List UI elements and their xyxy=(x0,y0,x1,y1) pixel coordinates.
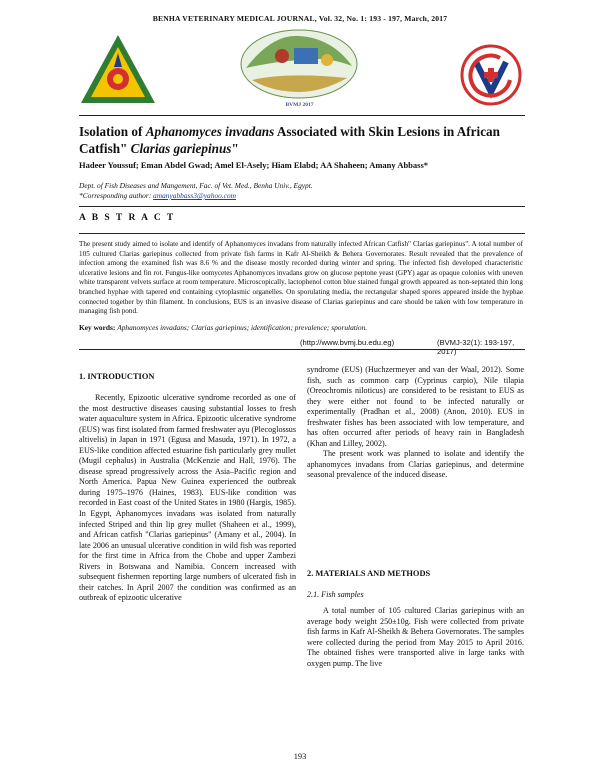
abstract-top-rule xyxy=(79,206,525,207)
title-text-1: Isolation of xyxy=(79,124,146,139)
intro-column-left xyxy=(79,393,296,604)
corresponding-author xyxy=(79,191,529,201)
intro-paragraph-2: The present work was planned to isolate and identify the aphanomyces invadans from Clarias gariepinus, and determine seasonal prevalence of the induced disease. xyxy=(307,449,524,480)
university-seal-icon xyxy=(79,33,157,105)
author-list: Hadeer Youssuf; Eman Abdel Gwad; Amel El-Asely; Hiam Elabd; AA Shaheen; Amany Abbass* xyxy=(79,160,429,170)
veterinary-emblem-icon xyxy=(460,44,522,106)
paper-title xyxy=(79,123,529,157)
title-text-2: Associated with Skin Lesions in African Catfish" xyxy=(79,124,500,156)
keywords xyxy=(79,323,523,332)
title-text-3: " xyxy=(231,141,239,156)
methods-column xyxy=(307,606,524,669)
journal-header: BENHA VETERINARY MEDICAL JOURNAL, Vol. 32, No. 1: 193 - 197, March, 2017 xyxy=(152,14,448,23)
department: Dept. of Fish Diseases and Mangement, Fac. of Vet. Med., Benha Univ., Egypt. xyxy=(79,181,313,190)
abstract-text: The present study aimed to isolate and identify of Aphanomyces invadans from naturally infected African Catfish" Clarias gariepinus". A total number of 105 cultured Clarias gariepinus collected from private fish farms in Kafr Al-Sheikh & Behera Governorates. Result revealed that the prevalence of infection among the examined fish was 8.6 % and the disease mostly recorded during winter and spring. The infected fish developed characteristic ulcerative lesions and fin rot. Fungus-like oomycetes Aphanomyces invadans grow on glucose peptone yeast (GPY) agar as opaque colonies with uneven white transparent velvets surface at room temperature. Microscopically, lactophenol cotton blue stained fungal growth appeared as non-septated thin long branched hyphae with tapered end containing cytoplasmic organelles. On sporulating media, the rectangular shaped spores appeared inside the hyphae connected together by thin filament. In conclusions, EUS is an invasive disease of Clarias gariepinus and care should be taken with low temperature in managing fish pond. xyxy=(79,240,523,316)
affiliation xyxy=(79,181,529,201)
journal-emblem-icon xyxy=(232,26,367,110)
keywords-text: Aphanomyces invadans; Clarias gariepinus; identification; prevalence; sporulation. xyxy=(117,323,368,332)
university-logo xyxy=(79,33,157,105)
author-email-link[interactable]: amanyabbass3@yahoo.com xyxy=(153,191,237,200)
title-species-2: Clarias gariepinus xyxy=(130,141,232,156)
url-citation-line xyxy=(300,338,525,356)
citation-text: (BVMJ-32(1): 193-197, 2017) xyxy=(437,338,515,356)
keywords-label: Key words: xyxy=(79,323,116,332)
corr-label: *Corresponding author: xyxy=(79,191,154,200)
intro-column-right xyxy=(307,365,524,481)
methods-heading: 2. MATERIALS AND METHODS xyxy=(307,569,431,578)
journal-url-link[interactable]: (http://www.bvmj.bu.edu.eg) xyxy=(300,338,395,347)
journal-logo-caption: BVMJ 2017 xyxy=(285,102,314,108)
abstract-inner-rule xyxy=(79,233,525,234)
fish-samples-subheading: 2.1. Fish samples xyxy=(307,590,364,599)
intro-paragraph-1: Recently, Epizootic ulcerative syndrome recorded as one of the most destructive diseases causing substantial losses to fresh water aquaculture system in Africa. Epizootic ulcerative syndrome (EUS) was first isolated from farmed freshwater ayu (Plecoglossus altivelis) in Japan in 1971 (Egusa and Masuda, 1971). In 1972, a EUS-like condition affected estuarine fish particularly grey mullet (Mugil cephalus) in Australia (McKenzie and Hall, 1976). The disease spread progressively across the Asia–Pacific region and North America. Papua New Guinea experienced the outbreak during 1975–1976 (Haines, 1983). EUS-like condition was recorded in East coast of the United States in 1980 (Hargis, 1985). In Egypt, Aphanomyces invadans was isolated from naturally infected Striped and thin lip grey mullet (Shaheen et al., 1999), and African catfish "Clarias gariepinus" (Amany et al., 2004). In late 2006 an unusual ulcerative condition in wild fish was reported for the first time in Africa from the Chobe and upper Zambezi Rivers in Botswana and Namibia. Concern increased with subsequent fishermen reporting large numbers of ulcerated fish in their catches. In April 2007 the condition was confirmed as an outbreak of epizootic ulcerative xyxy=(79,393,296,603)
faculty-logo xyxy=(460,44,522,106)
header-rule xyxy=(79,115,525,116)
page-number: 193 xyxy=(293,752,307,761)
title-species-1: Aphanomyces invadans xyxy=(145,124,275,139)
abstract-heading: A B S T R A C T xyxy=(79,213,176,223)
journal-logo xyxy=(232,26,367,110)
methods-paragraph-1: A total number of 105 cultured Clarias gariepinus with an average body weight 250±10g. Fish were collected from private fish farms in Kafr Al-Sheikh & Behera Governorates. The samples were collected during the period from May 2015 to April 2016. The obtained fishes were transported alive in large tanks with oxygen pump. The live xyxy=(307,606,524,668)
intro-paragraph-1-cont: syndrome (EUS) (Huchzermeyer and van der Waal, 2012). Some fish, such as common carp (Cyprinus carpio), Nile tilapia (Oreochromis niloticus) are considered to be resistant to EUS as they were either not found to be infected naturally or experimentally (Pradhan et al., 2008) (Anon, 2010). EUS in freshwater fishes has been associated with low temperature, and has often occurred after periods of heavy rain in Bangladesh (Khan and Lilley, 2002). xyxy=(307,365,524,448)
intro-heading: 1. INTRODUCTION xyxy=(79,372,155,381)
